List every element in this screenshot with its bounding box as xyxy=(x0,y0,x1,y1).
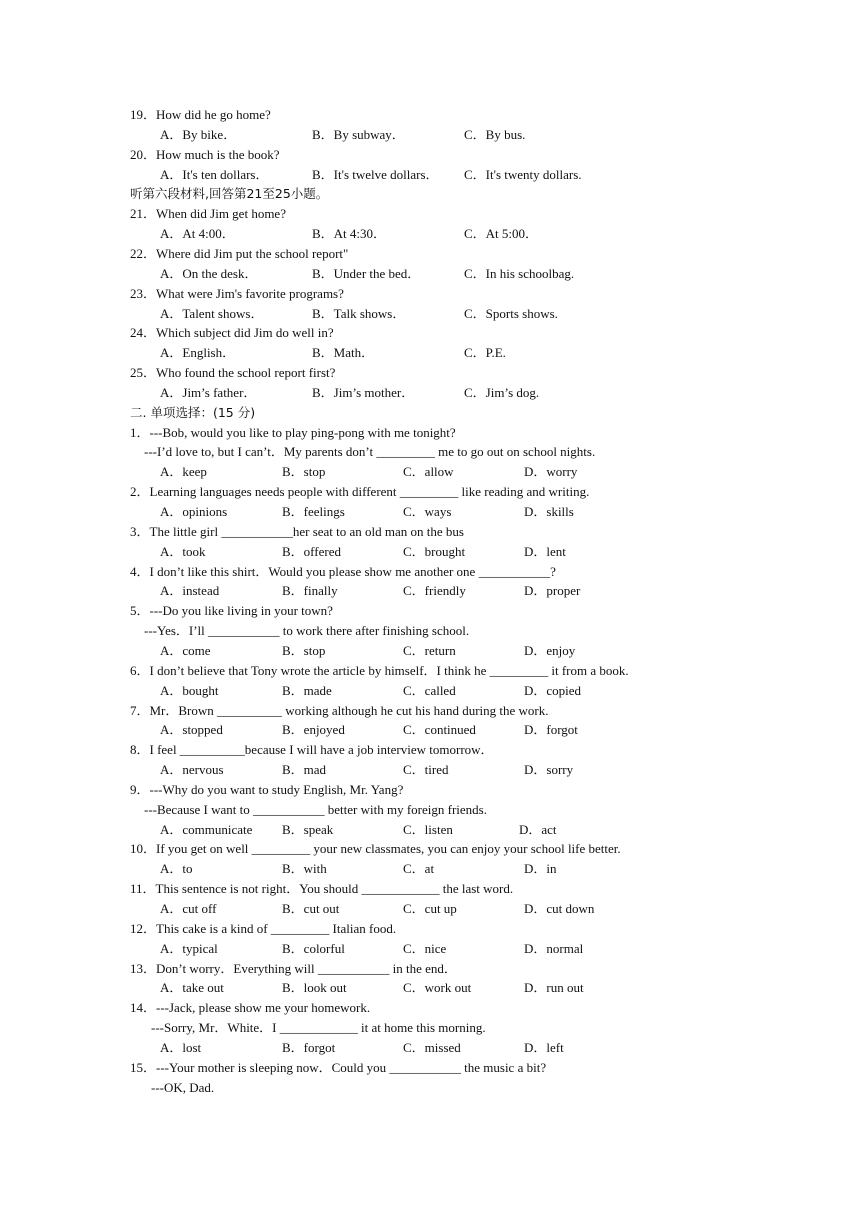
answer-option: C．called xyxy=(403,683,456,698)
answer-option: C．work out xyxy=(403,980,472,995)
answer-option: A．keep xyxy=(160,464,207,479)
question-text: 19．How did he go home? xyxy=(130,107,271,122)
answer-option: A．typical xyxy=(160,941,218,956)
answer-option: A．lost xyxy=(160,1040,202,1055)
question-text: 15．---Your mother is sleeping now．Could you ___________ the music a bit? xyxy=(130,1060,547,1075)
answer-option: A．come xyxy=(160,643,211,658)
answer-option: C．missed xyxy=(403,1040,461,1055)
answer-option: D．enjoy xyxy=(524,643,576,658)
answer-option: A．By bike． xyxy=(160,127,237,142)
question-text: 4．I don’t like this shirt．Would you please show me another one ___________? xyxy=(130,564,556,579)
answer-option: A．bought xyxy=(160,683,219,698)
question-text: 25．Who found the school report first? xyxy=(130,365,336,380)
answer-option: A．cut off xyxy=(160,901,217,916)
answer-option: C．In his schoolbag. xyxy=(464,266,575,281)
answer-option: B．colorful xyxy=(282,941,345,956)
answer-option: C．continued xyxy=(403,722,476,737)
question-text: ---Because I want to ___________ better with my foreign friends. xyxy=(144,802,487,817)
answer-option: A．took xyxy=(160,544,206,559)
answer-option: D．proper xyxy=(524,583,581,598)
answer-option: D．worry xyxy=(524,464,578,479)
question-text: 13．Don’t worry．Everything will ___________ in the end． xyxy=(130,961,457,976)
question-text: 8．I feel __________because I will have a job interview tomorrow． xyxy=(130,742,494,757)
question-text: ---OK, Dad. xyxy=(151,1080,215,1095)
answer-option: C．It's twenty dollars. xyxy=(464,167,582,182)
answer-option: B．enjoyed xyxy=(282,722,345,737)
answer-option: C．Jim’s dog. xyxy=(464,385,540,400)
answer-option: A．communicate xyxy=(160,822,253,837)
answer-option: A．It's ten dollars． xyxy=(160,167,269,182)
answer-option: B．mad xyxy=(282,762,327,777)
answer-option: C．At 5:00． xyxy=(464,226,539,241)
answer-option: A．instead xyxy=(160,583,220,598)
answer-option: C．allow xyxy=(403,464,454,479)
section-heading: 听第六段材料,回答第21至25小题。 xyxy=(130,186,329,201)
question-text: ---Sorry, Mr．White．I ____________ it at home this morning. xyxy=(151,1020,486,1035)
answer-option: B．Math． xyxy=(312,345,375,360)
question-text: 21．When did Jim get home? xyxy=(130,206,286,221)
answer-option: D．skills xyxy=(524,504,574,519)
answer-option: A．Jim’s father． xyxy=(160,385,257,400)
answer-option: B．Talk shows． xyxy=(312,306,406,321)
answer-option: B．Jim’s mother． xyxy=(312,385,415,400)
answer-option: C．P.E. xyxy=(464,345,506,360)
question-text: 6．I don’t believe that Tony wrote the article by himself．I think he _________ it from a book. xyxy=(130,663,629,678)
answer-option: D．act xyxy=(519,822,557,837)
answer-option: A．take out xyxy=(160,980,224,995)
question-text: ---Yes．I’ll ___________ to work there after finishing school. xyxy=(144,623,470,638)
answer-option: C．By bus. xyxy=(464,127,526,142)
answer-option: C．return xyxy=(403,643,456,658)
answer-option: C．friendly xyxy=(403,583,466,598)
answer-option: B．stop xyxy=(282,643,326,658)
question-text: 24．Which subject did Jim do well in? xyxy=(130,325,334,340)
question-text: 7．Mr．Brown __________ working although he cut his hand during the work. xyxy=(130,703,549,718)
answer-option: A．English． xyxy=(160,345,236,360)
question-text: 5．---Do you like living in your town? xyxy=(130,603,333,618)
answer-option: D．run out xyxy=(524,980,584,995)
question-text: 12．This cake is a kind of _________ Italian food. xyxy=(130,921,397,936)
question-text: 1．---Bob, would you like to play ping-pong with me tonight? xyxy=(130,425,456,440)
question-text: 22．Where did Jim put the school report" xyxy=(130,246,349,261)
answer-option: B．At 4:30． xyxy=(312,226,387,241)
answer-option: A．to xyxy=(160,861,193,876)
answer-option: D．in xyxy=(524,861,557,876)
question-text: 3．The little girl ___________her seat to an old man on the bus xyxy=(130,524,464,539)
answer-option: B．Under the bed． xyxy=(312,266,421,281)
question-text: 10．If you get on well _________ your new classmates, you can enjoy your school life better. xyxy=(130,841,621,856)
answer-option: A．opinions xyxy=(160,504,228,519)
answer-option: A．Talent shows． xyxy=(160,306,264,321)
answer-option: A．On the desk． xyxy=(160,266,258,281)
answer-option: A．stopped xyxy=(160,722,223,737)
question-text: 14．---Jack, please show me your homework. xyxy=(130,1000,371,1015)
answer-option: D．sorry xyxy=(524,762,574,777)
answer-option: A．nervous xyxy=(160,762,224,777)
question-text: 23．What were Jim's favorite programs? xyxy=(130,286,344,301)
answer-option: D．cut down xyxy=(524,901,595,916)
answer-option: B．By subway． xyxy=(312,127,405,142)
answer-option: B．made xyxy=(282,683,332,698)
answer-option: B．forgot xyxy=(282,1040,336,1055)
answer-option: B．speak xyxy=(282,822,334,837)
answer-option: B．look out xyxy=(282,980,347,995)
answer-option: D．lent xyxy=(524,544,566,559)
answer-option: B．cut out xyxy=(282,901,340,916)
answer-option: C．brought xyxy=(403,544,466,559)
answer-option: B．with xyxy=(282,861,327,876)
answer-option: C．nice xyxy=(403,941,447,956)
answer-option: D．copied xyxy=(524,683,582,698)
question-text: ---I’d love to, but I can’t．My parents don’t _________ me to go out on school nights. xyxy=(144,444,596,459)
answer-option: B．It's twelve dollars． xyxy=(312,167,439,182)
answer-option: B．offered xyxy=(282,544,341,559)
answer-option: C．cut up xyxy=(403,901,457,916)
answer-option: A．At 4:00． xyxy=(160,226,235,241)
question-text: 11．This sentence is not right．You should ____________ the last word. xyxy=(130,881,514,896)
answer-option: C．Sports shows. xyxy=(464,306,558,321)
answer-option: B．stop xyxy=(282,464,326,479)
answer-option: C．tired xyxy=(403,762,449,777)
answer-option: D．normal xyxy=(524,941,584,956)
question-text: 9．---Why do you want to study English, Mr. Yang? xyxy=(130,782,404,797)
section-heading: 二. 单项选择：(15 分) xyxy=(130,405,256,420)
answer-option: C．ways xyxy=(403,504,452,519)
question-text: 2．Learning languages needs people with different _________ like reading and writing. xyxy=(130,484,590,499)
answer-option: C．at xyxy=(403,861,435,876)
answer-option: B．feelings xyxy=(282,504,345,519)
answer-option: C．listen xyxy=(403,822,453,837)
answer-option: D．forgot xyxy=(524,722,578,737)
answer-option: D．left xyxy=(524,1040,564,1055)
question-text: 20．How much is the book? xyxy=(130,147,280,162)
answer-option: B．finally xyxy=(282,583,338,598)
